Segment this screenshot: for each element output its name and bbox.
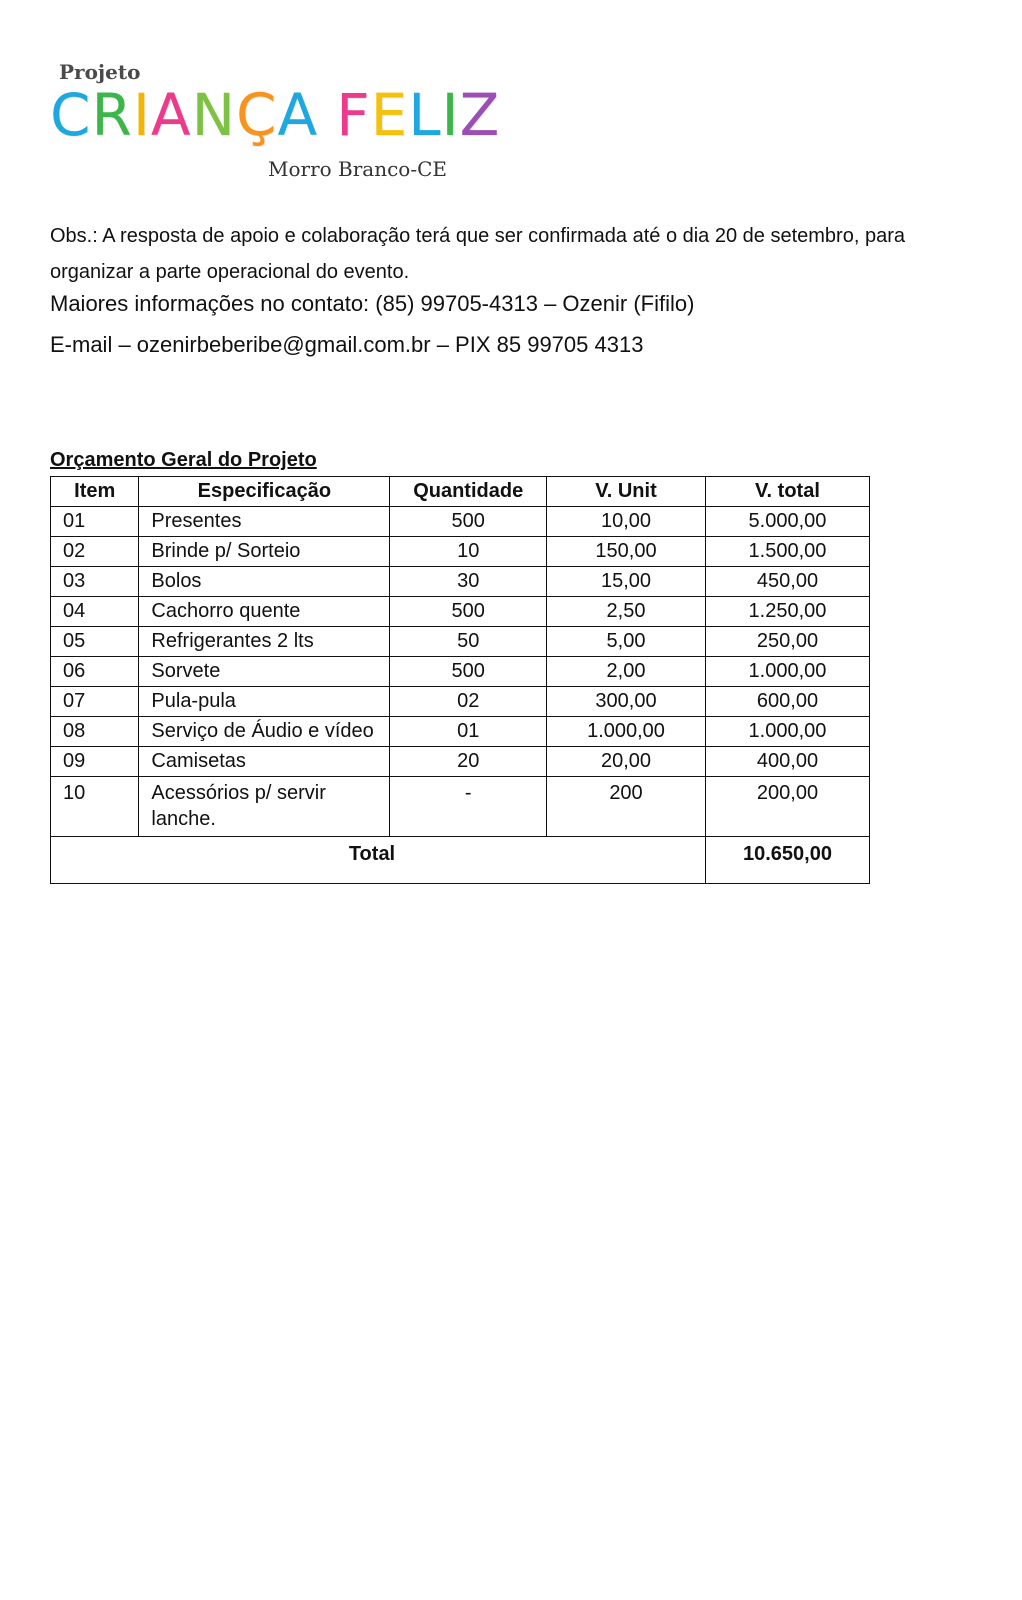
cell-qty: 500	[390, 507, 547, 537]
header-unit: V. Unit	[547, 477, 706, 507]
cell-item: 03	[51, 567, 139, 597]
cell-total: 250,00	[705, 627, 869, 657]
cell-item: 04	[51, 597, 139, 627]
cell-unit: 2,00	[547, 657, 706, 687]
table-row	[51, 657, 870, 687]
cell-unit: 150,00	[547, 537, 706, 567]
cell-qty: 10	[390, 537, 547, 567]
cell-total: 1.250,00	[705, 597, 869, 627]
cell-total: 1.500,00	[705, 537, 869, 567]
logo-letter: I	[132, 81, 151, 149]
cell-spec: Pula-pula	[139, 687, 390, 717]
table-row	[51, 567, 870, 597]
header-total: V. total	[705, 477, 869, 507]
header-spec: Especificação	[139, 477, 390, 507]
cell-unit: 1.000,00	[547, 717, 706, 747]
logo-title	[50, 81, 501, 149]
cell-spec: Camisetas	[139, 747, 390, 777]
cell-item: 05	[51, 627, 139, 657]
cell-spec: Sorvete	[139, 657, 390, 687]
table-row	[51, 507, 870, 537]
cell-spec: Bolos	[139, 567, 390, 597]
logo-letter: Z	[459, 81, 501, 149]
cell-spec: Refrigerantes 2 lts	[139, 627, 390, 657]
cell-unit: 10,00	[547, 507, 706, 537]
cell-qty: 20	[390, 747, 547, 777]
cell-total: 1.000,00	[705, 717, 869, 747]
cell-spec: Cachorro quente	[139, 597, 390, 627]
logo-letter: L	[408, 81, 442, 149]
cell-qty: 02	[390, 687, 547, 717]
cell-unit: 300,00	[547, 687, 706, 717]
cell-total: 200,00	[705, 777, 869, 837]
table-row	[51, 627, 870, 657]
cell-qty: 50	[390, 627, 547, 657]
logo-letter: E	[370, 81, 409, 149]
cell-qty: 01	[390, 717, 547, 747]
email-info: E-mail – ozenirbeberibe@gmail.com.br – PIX 85 99705 4313	[50, 332, 644, 357]
cell-spec: Presentes	[139, 507, 390, 537]
budget-title: Orçamento Geral do Projeto	[50, 449, 317, 471]
table-row	[51, 777, 870, 837]
logo-letter: A	[150, 81, 192, 149]
obs-note: Obs.: A resposta de apoio e colaboração terá que ser confirmada até o dia 20 de setembro, para organizar a parte operacional do evento.	[50, 225, 905, 283]
cell-item: 01	[51, 507, 139, 537]
cell-item: 06	[51, 657, 139, 687]
cell-spec: Brinde p/ Sorteio	[139, 537, 390, 567]
logo-letter: C	[50, 81, 92, 149]
logo-letter: Ç	[236, 81, 278, 149]
cell-qty: 500	[390, 597, 547, 627]
total-row	[51, 837, 870, 884]
cell-item: 09	[51, 747, 139, 777]
cell-total: 1.000,00	[705, 657, 869, 687]
table-row	[51, 537, 870, 567]
header-item: Item	[51, 477, 139, 507]
cell-unit: 15,00	[547, 567, 706, 597]
cell-item: 07	[51, 687, 139, 717]
table-row	[51, 717, 870, 747]
cell-spec: Serviço de Áudio e vídeo	[139, 717, 390, 747]
total-value: 10.650,00	[705, 837, 869, 884]
cell-total: 5.000,00	[705, 507, 869, 537]
logo-letter: A	[277, 81, 319, 149]
cell-unit: 200	[547, 777, 706, 837]
table-header-row	[51, 477, 870, 507]
cell-qty: 30	[390, 567, 547, 597]
budget-table	[50, 476, 870, 884]
logo-letter: I	[441, 81, 460, 149]
cell-total: 450,00	[705, 567, 869, 597]
cell-item: 08	[51, 717, 139, 747]
cell-qty: 500	[390, 657, 547, 687]
logo-letter: R	[91, 81, 133, 149]
cell-unit: 2,50	[547, 597, 706, 627]
cell-item: 02	[51, 537, 139, 567]
table-row	[51, 687, 870, 717]
cell-qty: -	[390, 777, 547, 837]
table-row	[51, 597, 870, 627]
logo-prefix: Projeto	[59, 60, 141, 84]
cell-item: 10	[51, 777, 139, 837]
cell-total: 600,00	[705, 687, 869, 717]
cell-unit: 20,00	[547, 747, 706, 777]
contact-info: Maiores informações no contato: (85) 99705-4313 – Ozenir (Fifilo)	[50, 291, 695, 316]
total-label: Total	[51, 837, 706, 884]
project-logo	[50, 58, 501, 188]
logo-letter: N	[191, 81, 236, 149]
logo-letter: F	[336, 81, 371, 149]
logo-subtitle: Morro Branco-CE	[268, 157, 448, 181]
cell-total: 400,00	[705, 747, 869, 777]
cell-unit: 5,00	[547, 627, 706, 657]
cell-spec: Acessórios p/ servir lanche.	[139, 777, 390, 837]
header-qty: Quantidade	[390, 477, 547, 507]
table-row	[51, 747, 870, 777]
